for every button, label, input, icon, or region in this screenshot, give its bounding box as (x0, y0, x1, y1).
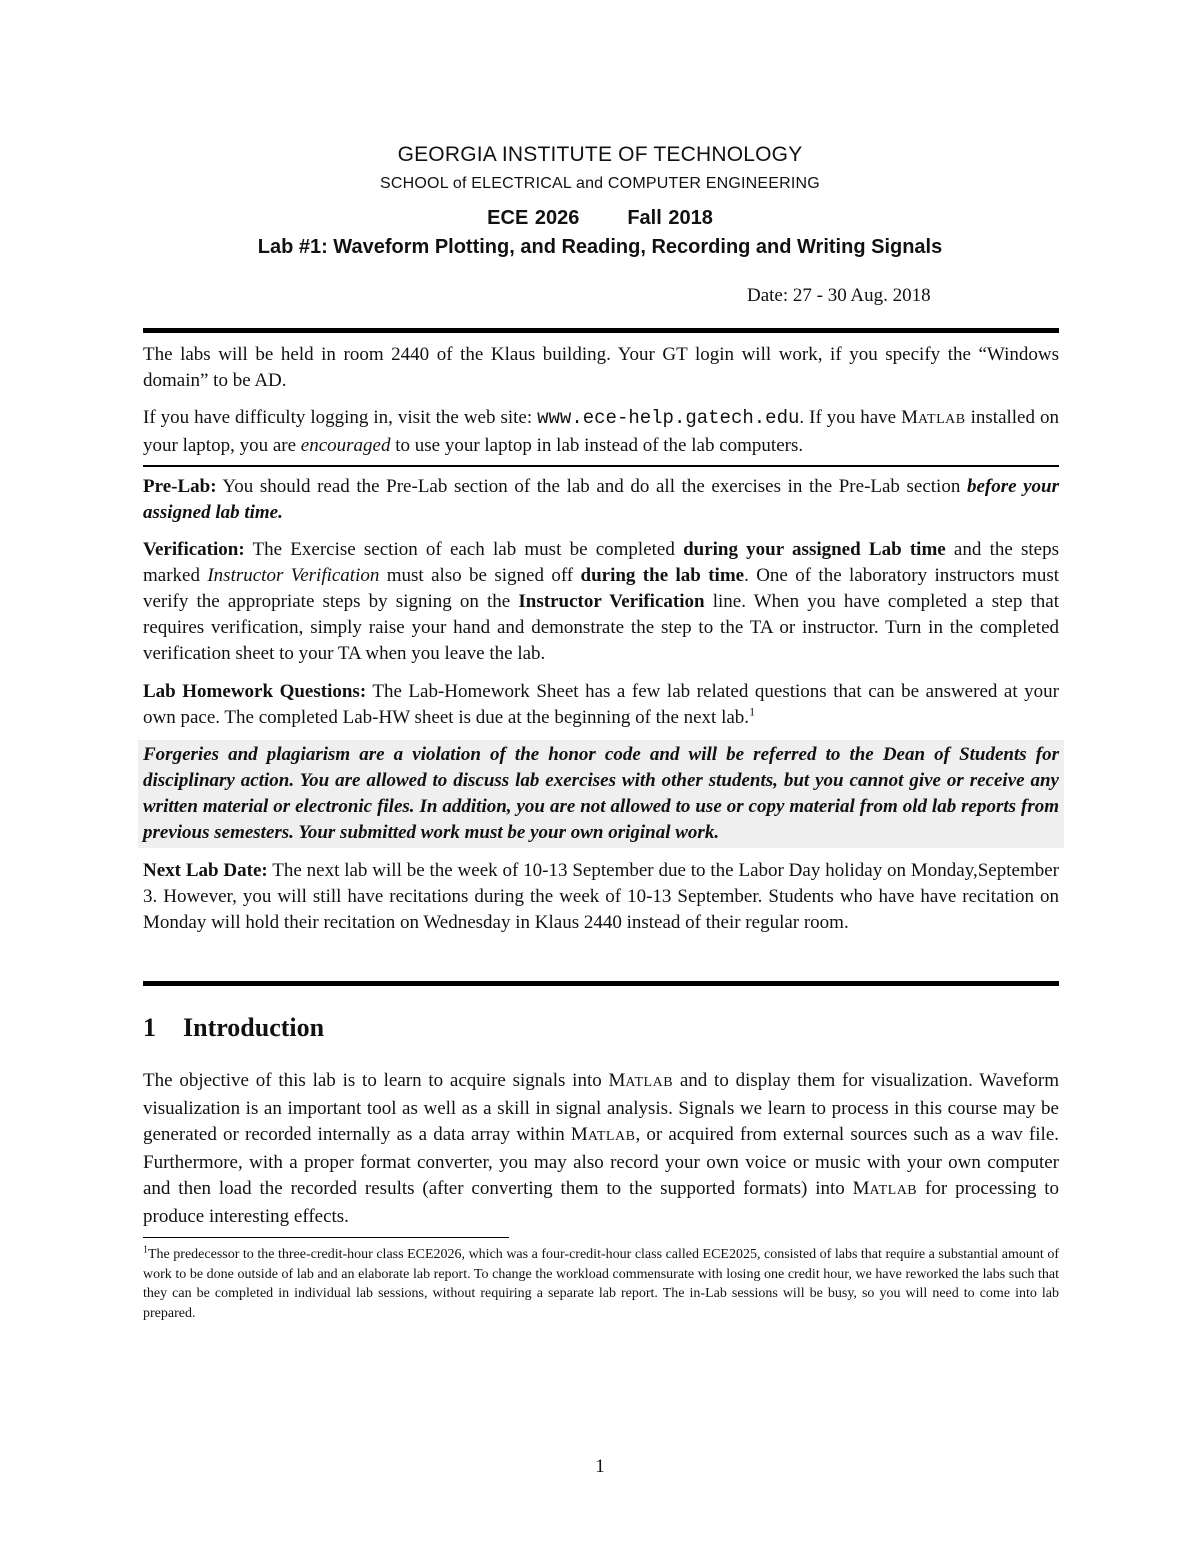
labs-room-paragraph: The labs will be held in room 2440 of the Klaus building. Your GT login will work, if you specify the “Windows domain” to be AD. (143, 344, 1059, 391)
section-title: Introduction (183, 1013, 325, 1042)
homework-label: Lab Homework Questions: (143, 681, 367, 702)
matlab-smallcaps: ATLAB (918, 412, 966, 427)
footnote-reference[interactable]: 1 (749, 704, 756, 719)
school-name: SCHOOL of ELECTRICAL and COMPUTER ENGINEERING (380, 175, 820, 192)
institution-name: GEORGIA INSTITUTE OF TECHNOLOGY (397, 143, 803, 166)
prelab-paragraph: Pre-Lab: You should read the Pre-Lab section of the lab and do all the exercises in the Pre-Lab section before your assigned lab time. (143, 476, 1060, 523)
course-term: Fall 2018 (627, 207, 713, 229)
page-number: 1 (595, 1456, 605, 1477)
footnote-mark: 1 (143, 1244, 148, 1256)
login-help-paragraph: If you have difficulty logging in, visit the web site: www.ece-help.gatech.edu. If you have MATLAB installed on your laptop, you are encouraged to use your laptop in lab instead of the lab computers. (143, 407, 1059, 456)
login-help-text: If you have difficulty logging in, visit the web site: (143, 407, 538, 428)
course-line (0, 207, 1200, 230)
introduction-paragraph: The objective of this lab is to learn to acquire signals into MATLAB and to display them for visualization. Waveform visualization is an important tool as well as a skill in signal analysis. Signals we learn to process in this course may be generated or recorded internally as a data array within MATLAB, or acquired from external sources such as a wav file. Furthermore, with a proper format converter, you may also record your own voice or music with your own computer and then load the recorded results (after converting them to the supported formats) into MATLAB for processing to produce interesting effects. (143, 1070, 1059, 1227)
lab-title: Lab #1: Waveform Plotting, and Reading, Recording and Writing Signals (257, 236, 943, 258)
course-code: ECE 2026 (487, 207, 580, 229)
section-heading (143, 1013, 324, 1043)
verification-paragraph: Verification: The Exercise section of each lab must be completed during your assigned Lab time and the steps marked Instructor Verification must also be signed off during the lab time. One of the laboratory instructors must verify the appropriate steps by signing on the Instructor Verification line. When you have completed a step that requires verification, simply raise your hand and demonstrate the step to the TA or instructor. Turn in the completed verification sheet to your TA when you leave the lab. (143, 539, 1060, 664)
encouraged-emphasis: encouraged (300, 435, 391, 456)
prelab-emphasis: before your assigned lab time. (143, 476, 1060, 523)
section-number: 1 (143, 1013, 156, 1042)
homework-paragraph: Lab Homework Questions: The Lab-Homework Sheet has a few lab related questions that can be answered at your own pace. The completed Lab-HW sheet is due at the beginning of the next lab.$^1$ (143, 681, 1059, 728)
next-lab-label: Next Lab Date: (143, 860, 268, 881)
bottom-rule (143, 981, 1059, 986)
footnote-rule (143, 1237, 509, 1238)
footnote (143, 1245, 1059, 1323)
honor-code-notice: Forgeries and plagiarism are a violation of the honor code and will be referred to the Dean of Students for disciplinary action. You are allowed to discuss lab exercises with other students, but you cannot give or receive any written material or electronic files. In addition, you are not allowed to use or copy material from old lab reports from previous semesters. Your submitted work must be your own original work. (138, 740, 1064, 848)
lab-date: Date: 27 - 30 Aug. 2018 (747, 285, 931, 306)
verification-label: Verification: (143, 539, 245, 560)
prelab-label: Pre-Lab: (143, 476, 217, 497)
next-lab-paragraph: Next Lab Date: The next lab will be the week of 10-13 September due to the Labor Day holiday on Monday,September 3. However, you will still have recitations during the week of 10-13 September. Students who have have recitation on Monday will hold their recitation on Wednesday in Klaus 2440 instead of their regular room. (143, 860, 1059, 933)
footnote-text: The predecessor to the three-credit-hour class ECE2026, which was a four-credit-hour class called ECE2025, consisted of labs that require a substantial amount of work to be done outside of lab and an elaborate lab report. To change the workload commensurate with losing one credit hour, we have reworked the labs such that they can be completed in individual lab sessions, without requiring a separate lab report. The in-Lab sessions will be busy, so you will need to come into lab prepared. (143, 1247, 1059, 1321)
help-website-link[interactable]: www.ece-help.gatech.edu (537, 407, 800, 429)
top-rule (143, 328, 1059, 333)
section-divider (143, 465, 1059, 467)
